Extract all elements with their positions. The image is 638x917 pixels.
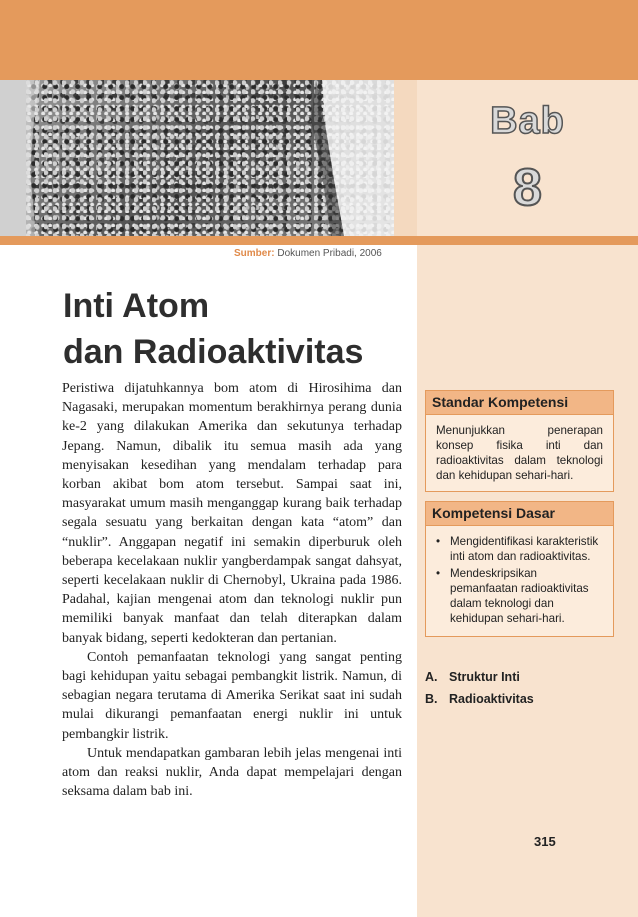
- chapter-contents: [425, 666, 534, 710]
- list-item: [436, 534, 603, 564]
- contents-label: Struktur Inti: [449, 670, 520, 684]
- kompetensi-dasar-box: [425, 501, 614, 637]
- contents-letter: B.: [425, 692, 438, 706]
- intro-paragraph: Contoh pemanfaatan teknologi yang sangat penting bagi kehidupan yaitu sebagai pembangkit listrik. Namun, di sebagian negara terutama di Amerika Serikat saat ini sudah mulai dikurangi pemanfaatan energi nuklir ini untuk pembangkir listrik.: [62, 649, 402, 742]
- chapter-number: 8: [513, 159, 542, 217]
- orange-divider-bar: [0, 236, 638, 245]
- intro-paragraph: Untuk mendapatkan gambaran lebih jelas mengenai inti atom dan reaksi nuklir, Anda dapat mempelajari dengan seksama dalam bab ini.: [62, 745, 402, 800]
- list-item-text: Mendeskripsikan pemanfaatan radioaktivitas dalam teknologi dan kehidupan sehari-hari.: [450, 567, 589, 625]
- top-color-band: [0, 0, 638, 80]
- contents-label: Radioaktivitas: [449, 692, 534, 706]
- page-number: 315: [534, 834, 556, 849]
- bullet-icon: •: [436, 535, 441, 548]
- list-item-text: Mengidentifikasi karakteristik inti atom dan radioaktivitas.: [450, 535, 599, 563]
- list-item: [436, 566, 603, 626]
- chapter-title-line-2: dan Radioaktivitas: [63, 333, 364, 371]
- bullet-icon: •: [436, 567, 441, 580]
- chapter-title-line-1: Inti Atom: [63, 287, 210, 325]
- kompetensi-dasar-heading: Kompetensi Dasar: [426, 502, 613, 526]
- photo-caption: [234, 248, 382, 259]
- chapter-photo-rock: [26, 80, 394, 236]
- contents-item: [425, 688, 534, 710]
- photo-left-edge: [0, 80, 26, 236]
- chapter-label: Bab: [490, 100, 565, 142]
- caption-label: Sumber:: [234, 248, 275, 259]
- kompetensi-dasar-body: [426, 526, 613, 636]
- contents-item: [425, 666, 534, 688]
- standar-kompetensi-box: [425, 390, 614, 492]
- intro-paragraph: Peristiwa dijatuhkannya bom atom di Hirosihima dan Nagasaki, merupakan momentum berakhirnya perang dunia ke-2 yang dilakukan Amerika dan sekutunya terhadap Jepang. Namun, dibalik itu semua masih ada yang menyisakan kesedihan yang mendalam terhadap para korban akibat bom atom tersebut. Sampai saat ini, masyarakat umum masih menganggap kurang baik terhadap segala sesuatu yang berkaitan dengan kata “atom” dan “nuklir”. Anggapan negatif ini semakin diperburuk oleh beberapa kecelakaan nuklir yangberdampak sangat dahsyat, seperti kecelakaan nuklir di Chernobyl, Ukraina pada 1986. Padahal, kajian mengenai atom dan teknologi nuklir pun memiliki banyak manfaat dan telah diterapkan dalam banyak bidang, seperti kedokteran dan pertanian.: [62, 381, 402, 646]
- standar-kompetensi-text: Menunjukkan penerapan konsep fisika inti dan radioaktivitas dalam teknologi dan kehidupan sehari-hari.: [436, 424, 603, 482]
- chapter-title: [63, 283, 413, 375]
- contents-letter: A.: [425, 670, 438, 684]
- caption-text: Dokumen Pribadi, 2006: [277, 248, 382, 259]
- intro-body: [62, 379, 402, 801]
- standar-kompetensi-heading: Standar Kompetensi: [426, 391, 613, 415]
- rock-silhouette: [26, 80, 394, 236]
- kompetensi-dasar-list: [436, 534, 603, 626]
